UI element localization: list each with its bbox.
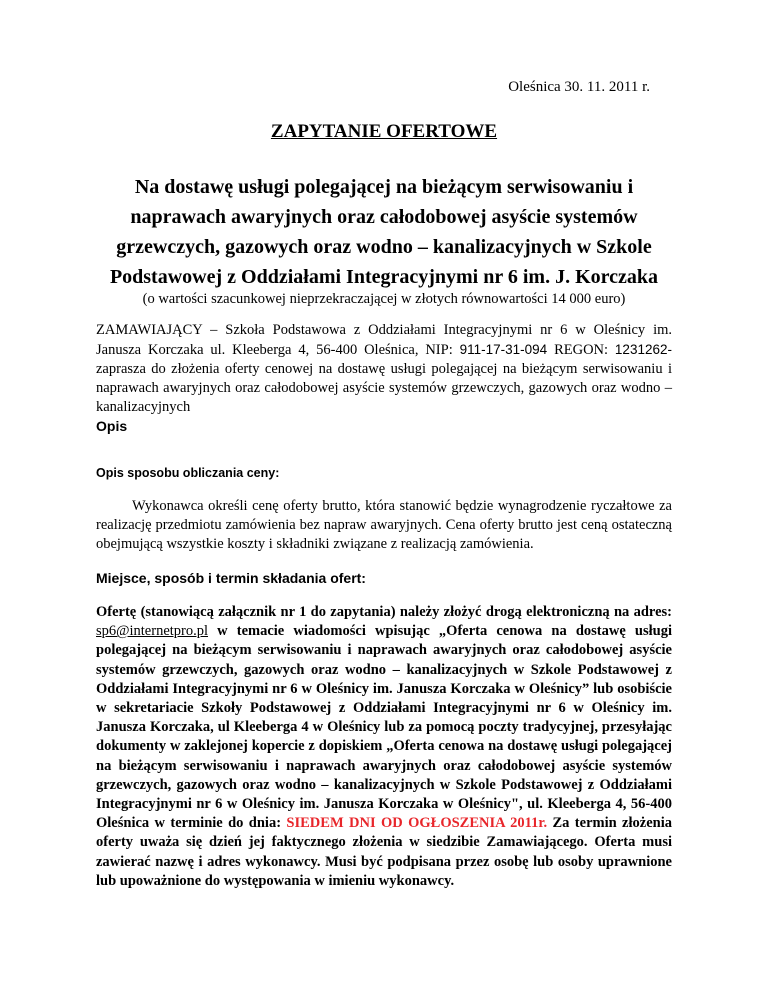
section-heading-opis: Opis: [96, 418, 128, 434]
email-link[interactable]: sp6@internetpro.pl: [96, 623, 209, 640]
section-heading-place: Miejsce, sposób i termin składania ofert:: [96, 570, 366, 586]
section-heading-price: Opis sposobu obliczania ceny:: [96, 466, 280, 480]
nip-number: 911-17-31-094: [459, 342, 548, 357]
offer-text-3: Za termin złożenia oferty uważa się dzień jej faktycznego złożenia w siedzibie Zamawiającego. Oferta musi zawierać nazwę i adres wykonawcy. Musi być podpisana przez osobę lub osoby uprawnione lub upoważnione do występowania w imieniu wykonawcy.: [96, 815, 672, 889]
document-date: Oleśnica 30. 11. 2011 r.: [508, 79, 650, 95]
value-note: (o wartości szacunkowej nieprzekraczającej w złotych równowartości 14 000 euro): [142, 291, 626, 307]
document-subject: Na dostawę usługi polegającej na bieżącym serwisowaniu i naprawach awaryjnych oraz całodobowej asyście systemów grzewczych, gazowych oraz wodno – kanalizacyjnych w Szkole Podstawowej z Oddziałami Integracyjnymi nr 6 im. J. Korczaka: [109, 176, 659, 288]
offer-text-2: w temacie wiadomości wpisując „Oferta cenowa na dostawę usługi polegającej na bieżącym serwisowaniu i naprawach awaryjnych oraz całodobowej asyście systemów grzewczych, gazowych oraz wodno – kanalizacyjnych w Szkole Podstawowej z Oddziałami Integracyjnymi nr 6 w Oleśnicy im. Janusza Korczaka w Oleśnicy” lub osobiście w sekretariacie Szkoły Podstawowej z Oddziałami Integracyjnymi nr 6 w Oleśnicy im. Janusza Korczaka, ul Kleeberga 4 w Oleśnicy lub za pomocą poczty tradycyjnej, przesyłając dokumenty w zaklejonej kopercie z dopiskiem „Oferta cenowa na dostawę usługi polegającej na bieżącym serwisowaniu i naprawach awaryjnych oraz całodobowej asyście systemów grzewczych, gazowych oraz wodno – kanalizacyjnych w Szkole Podstawowej z Oddziałami Integracyjnymi nr 6 w Oleśnicy im. Janusza Korczaka w Oleśnicy", ul. Kleeberga 4, 56-400 Oleśnica w terminie do dnia:: [96, 623, 672, 832]
intro-paragraph: [96, 321, 672, 417]
document-title: ZAPYTANIE OFERTOWE: [270, 121, 498, 142]
offer-text-1: Ofertę (stanowiącą załącznik nr 1 do zapytania) należy złożyć drogą elektroniczną na adres:: [96, 604, 672, 620]
intro-text-3: zaprasza do złożenia oferty cenowej na dostawę usługi polegającej na bieżącym serwisowaniu i naprawach awaryjnych oraz całodobowej asyście systemów grzewczych, gazowych oraz wodno – kanalizacyjnych: [96, 361, 672, 415]
regon-number: 1231262-: [614, 342, 672, 357]
offer-paragraph: [96, 603, 672, 891]
intro-text-1: ZAMAWIAJĄCY – Szkoła Podstawowa z Oddziałami Integracyjnymi nr 6 w Oleśnicy im. Janusza Korczaka ul. Kleeberga 4, 56-400 Oleśnica, NIP:: [96, 322, 672, 358]
price-paragraph: Wykonawca określi cenę oferty brutto, która stanowić będzie wynagrodzenie ryczałtowe za realizację przedmiotu zamówienia bez napraw awaryjnych. Cena oferty brutto jest ceną ostateczną obejmującą wszystkie koszty i składniki związane z realizacją zamówienia.: [96, 498, 672, 552]
intro-text-2: REGON:: [547, 342, 615, 358]
deadline-text: SIEDEM DNI OD OGŁOSZENIA 2011r.: [286, 815, 548, 832]
